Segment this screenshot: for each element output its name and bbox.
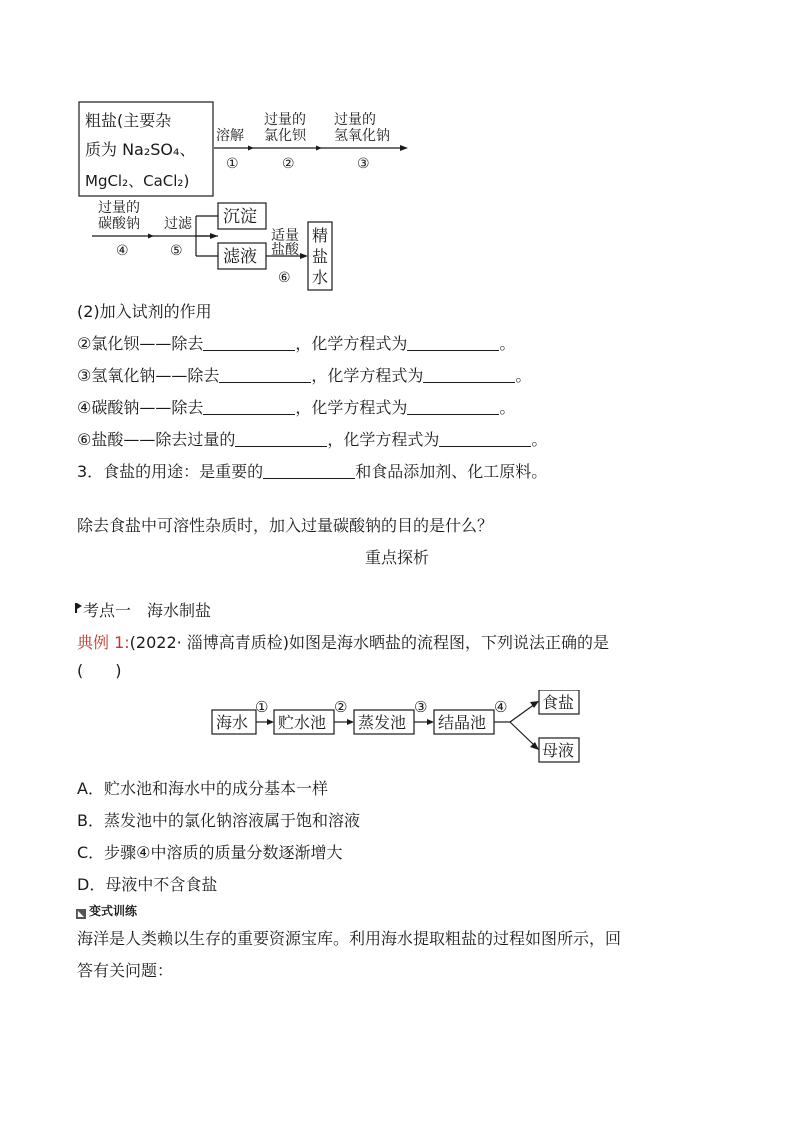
example-label: 典例 1:	[77, 633, 130, 652]
center-heading: 重点探析	[364, 548, 429, 567]
node-seawater-label: 海水	[216, 713, 249, 732]
step5-label: 过滤	[164, 216, 192, 232]
step5-num: ⑤	[170, 243, 183, 259]
crude-salt-line-3: MgCl₂、CaCl₂)	[85, 172, 190, 190]
text: ，化学方程式为	[327, 430, 440, 449]
text: 。	[499, 398, 516, 417]
section2-line-4	[77, 429, 547, 451]
step1-label: 溶解	[216, 128, 244, 144]
step6-num: ⑥	[278, 270, 291, 286]
text: ，化学方程式为	[295, 334, 408, 353]
option-b[interactable]: B．蒸发池中的氯化钠溶液属于饱和溶液	[77, 811, 360, 830]
kaodian-label: 考点一 海水制盐	[83, 601, 212, 620]
section2-heading: (2)加入试剂的作用	[77, 302, 212, 321]
option-a[interactable]: A．贮水池和海水中的成分基本一样	[77, 779, 328, 798]
node-mother-liquor-label: 母液	[542, 741, 575, 760]
text: 。	[499, 334, 516, 353]
answer-blank[interactable]	[203, 334, 295, 351]
example-line	[77, 632, 609, 654]
section2-line-2	[77, 365, 531, 387]
answer-blank[interactable]	[423, 366, 515, 383]
text: ⑥盐酸——除去过量的	[77, 430, 236, 449]
step3-num: ③	[357, 156, 370, 172]
section2-line-1	[77, 333, 515, 355]
step4-num: ④	[116, 243, 129, 259]
answer-blank[interactable]	[219, 366, 311, 383]
refined-2: 盐	[312, 247, 329, 266]
node-salt-label: 食盐	[542, 693, 575, 712]
text: ③氢氧化钠——除去	[77, 366, 220, 385]
text: 。	[515, 366, 532, 385]
variant-heading	[76, 903, 137, 919]
text: ④碳酸钠——除去	[77, 398, 204, 417]
text: 。	[531, 430, 548, 449]
option-c[interactable]: C．步骤④中溶质的质量分数逐渐增大	[77, 843, 343, 862]
node-evaporation-label: 蒸发池	[358, 713, 407, 732]
answer-blank[interactable]	[203, 398, 295, 415]
refined-3: 水	[312, 268, 329, 287]
seawater-salt-flow-diagram	[210, 690, 590, 764]
example-paren: ( )	[77, 661, 122, 680]
example-text: (2022· 淄博高青质检)如图是海水晒盐的流程图，下列说法正确的是	[129, 633, 610, 652]
refined-1: 精	[312, 226, 329, 245]
answer-blank[interactable]	[439, 430, 531, 447]
answer-blank[interactable]	[235, 430, 327, 447]
step4-label-b: 碳酸钠	[98, 216, 140, 232]
step3-label-a: 过量的	[334, 112, 376, 128]
variant-text-1: 海洋是人类赖以生存的重要资源宝库。利用海水提取粗盐的过程如图所示，回	[77, 929, 622, 948]
crude-salt-line-1: 粗盐(主要杂	[85, 111, 172, 130]
option-d[interactable]: D．母液中不含食盐	[77, 875, 218, 894]
section3-line	[77, 461, 547, 483]
answer-blank[interactable]	[263, 462, 355, 479]
step2-num: ②	[282, 156, 295, 172]
crude-salt-flow-diagram	[78, 100, 418, 295]
step4-label-a: 过量的	[98, 200, 140, 216]
flag-icon	[75, 603, 77, 613]
answer-blank[interactable]	[407, 334, 499, 351]
num-3: ③	[414, 698, 428, 716]
answer-blank[interactable]	[407, 398, 499, 415]
step1-num: ①	[226, 156, 239, 172]
text: 和食品添加剂、化工原料。	[355, 462, 548, 481]
filtrate-label: 滤液	[223, 247, 257, 267]
precipitate-label: 沉淀	[223, 207, 257, 227]
num-4: ④	[494, 698, 508, 716]
node-reservoir-label: 贮水池	[278, 713, 327, 732]
text: 3．食盐的用途：是重要的	[77, 462, 264, 481]
step3-label-b: 氢氧化钠	[334, 128, 390, 144]
step6-label-b: 盐酸	[271, 242, 299, 258]
question-text: 除去食盐中可溶性杂质时，加入过量碳酸钠的目的是什么？	[77, 516, 494, 535]
node-crystallization-label: 结晶池	[438, 713, 487, 732]
section2-line-3	[77, 397, 515, 419]
num-2: ②	[334, 698, 348, 716]
crude-salt-line-2: 质为 Na₂SO₄、	[85, 140, 196, 159]
step6-label-a: 适量	[271, 228, 299, 244]
variant-text-2: 答有关问题：	[77, 961, 174, 980]
variant-label: 变式训练	[89, 904, 138, 918]
text: ，化学方程式为	[311, 366, 424, 385]
kaodian-heading	[75, 600, 211, 622]
num-1: ①	[255, 698, 269, 716]
text: ，化学方程式为	[295, 398, 408, 417]
text: ②氯化钡——除去	[77, 334, 204, 353]
step2-label-b: 氯化钡	[264, 128, 306, 144]
variant-icon: ◣	[77, 909, 85, 918]
step2-label-a: 过量的	[264, 112, 306, 128]
